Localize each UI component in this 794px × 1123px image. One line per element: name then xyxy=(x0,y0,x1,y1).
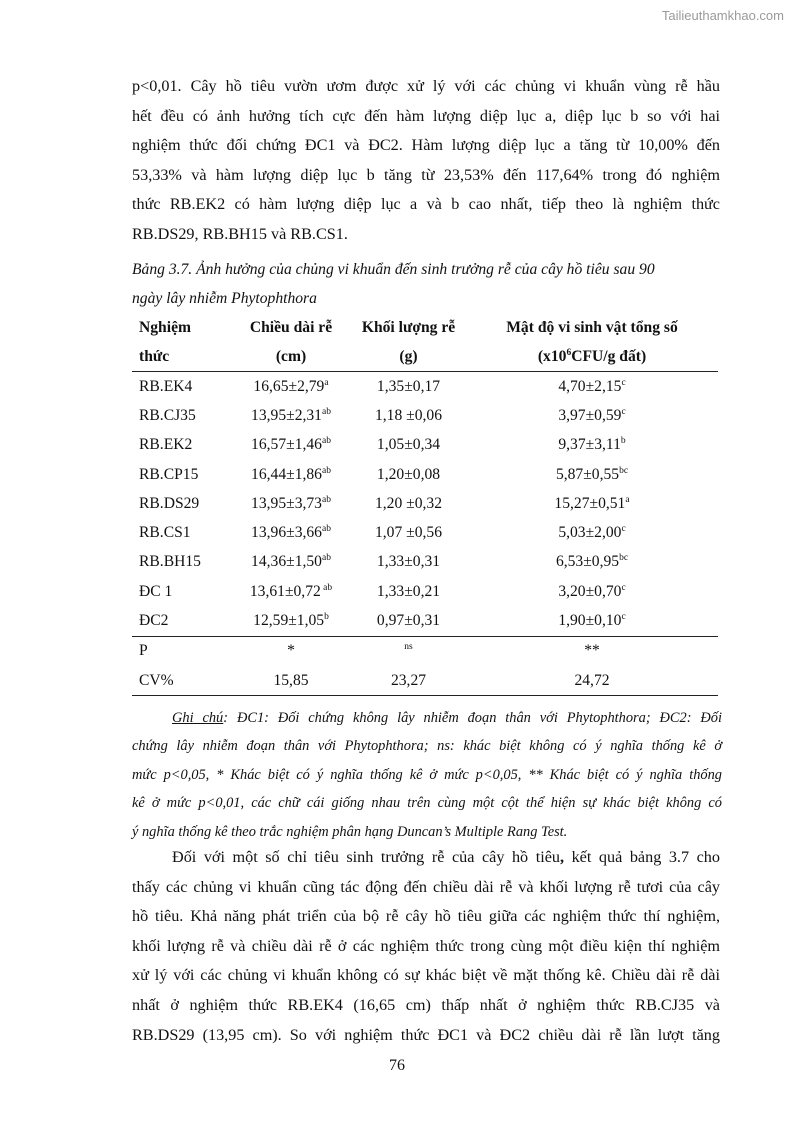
table-row xyxy=(132,548,718,577)
text-line: RB.DS29, RB.BH15 và RB.CS1. xyxy=(132,224,348,243)
header-treatment-unit: thức xyxy=(132,342,231,372)
table-row xyxy=(132,460,718,489)
cv-label: CV% xyxy=(132,666,231,696)
cell-root-length: 16,44±1,86$^{ab}$ xyxy=(251,465,331,483)
table-row xyxy=(132,606,718,636)
cell-microbe-density: 15,27±0,51$^a$ xyxy=(554,494,630,512)
cell-root-mass: 1,35±0,17 xyxy=(376,377,441,395)
header-microbe-density: Mật độ vi sinh vật tổng số xyxy=(506,318,678,336)
caption-line: Bảng 3.7. Ảnh hưởng của chủng vi khuẩn đến sinh trưởng rễ của cây hồ tiêu sau 90 xyxy=(132,261,655,278)
cell-root-length: 13,95±3,73$^{ab}$ xyxy=(251,494,331,512)
paragraph-2 xyxy=(132,843,720,1050)
cell-root-length: 13,96±3,66$^{ab}$ xyxy=(251,523,331,542)
cell-treatment: RB.DS29 xyxy=(139,494,200,512)
table-caption xyxy=(132,255,722,313)
cell-root-mass: 0,97±0,31 xyxy=(376,612,441,630)
paragraph-1 xyxy=(132,72,720,250)
cell-root-mass: 1,33±0,21 xyxy=(376,582,441,600)
header-root-mass: Khối lượng rễ xyxy=(361,318,456,336)
header-root-length: Chiều dài rễ xyxy=(249,318,333,336)
cell-root-mass: 1,20±0,08 xyxy=(376,465,441,483)
cell-root-mass: 1,07 ±0,56 xyxy=(374,524,443,542)
table-row xyxy=(132,577,718,606)
caption-line: ngày lây nhiễm Phytophthora xyxy=(132,290,317,307)
text-line: nghiệm thức đối chứng ĐC1 và ĐC2. Hàm lượng diệp lục a tăng từ 10,00% đến xyxy=(132,136,720,155)
text-line: xử lý với các chủng vi khuẩn không có sự khác biệt về mặt thống kê. Chiều dài rễ dài xyxy=(132,966,720,985)
text-line: p<0,01. Cây hồ tiêu vườn ươm được xử lý với các chủng vi khuẩn vùng rễ hầu xyxy=(132,77,720,95)
cell-root-mass: 1,20 ±0,32 xyxy=(374,494,443,512)
p-density: ** xyxy=(466,636,718,666)
header-treatment: Nghiệm xyxy=(139,318,191,336)
cell-treatment: ĐC2 xyxy=(139,612,169,630)
note-line: mức p<0,05, * Khác biệt có ý nghĩa thống kê ở mức p<0,05, ** Khác biệt có ý nghĩa thống xyxy=(132,766,722,783)
note-line: ý nghĩa thống kê theo trắc nghiệm phân hạng Duncan’s Multiple Rang Test. xyxy=(132,823,568,840)
cv-mass: 23,27 xyxy=(351,666,466,696)
table-header-row xyxy=(132,313,718,342)
cell-treatment: RB.BH15 xyxy=(139,553,201,571)
cell-microbe-density: 9,37±3,11$^b$ xyxy=(558,436,626,454)
text-line: hết đều có ảnh hưởng tích cực đến hàm lượng diệp lục a, diệp lục b so với hai xyxy=(132,106,720,125)
text-line: thấy các chủng vi khuẩn cũng tác động đến chiều dài rễ và khối lượng rễ tươi của cây xyxy=(132,877,720,896)
cell-root-mass: 1,05±0,34 xyxy=(376,436,441,454)
table-note xyxy=(132,704,722,846)
cell-treatment: RB.EK2 xyxy=(139,436,193,454)
table-row xyxy=(132,489,718,518)
text-line: RB.DS29 (13,95 cm). So với nghiệm thức ĐC1 và ĐC2 chiều dài rễ lần lượt tăng xyxy=(132,1025,720,1044)
header-microbe-density-unit: ($x10^6CFU/g$ đất) xyxy=(466,342,718,372)
note-label: Ghi chú xyxy=(172,710,224,726)
cell-treatment: RB.CS1 xyxy=(139,524,191,542)
text-line: khối lượng rễ và chiều dài rễ ở các nghiệm thức trong cùng một điều kiện thí nghiệm xyxy=(132,936,720,955)
cell-microbe-density: 5,03±2,00$^c$ xyxy=(558,523,626,542)
page-number: 76 xyxy=(389,1057,405,1074)
cell-root-length: 12,59±1,05$^b$ xyxy=(253,611,329,630)
note-line: chứng lây nhiễm đoạn thân với Phytophthora; ns: khác biệt không có ý nghĩa thống kê ở xyxy=(132,738,722,755)
data-table xyxy=(132,313,718,696)
table-row xyxy=(132,372,718,402)
p-label: P xyxy=(132,636,231,666)
cell-root-length: 16,57±1,46$^{ab}$ xyxy=(251,436,331,454)
cv-density: 24,72 xyxy=(466,666,718,696)
table-row xyxy=(132,431,718,460)
cv-length: 15,85 xyxy=(231,666,351,696)
cell-root-length: 13,95±2,31$^{ab}$ xyxy=(251,406,331,424)
cell-root-length: 13,61±0,72 $^{ab}$ xyxy=(249,582,333,600)
watermark-text: Tailieuthamkhao.com xyxy=(661,8,784,23)
header-root-length-unit: (cm) xyxy=(231,342,351,372)
p-length: * xyxy=(231,636,351,666)
table-row xyxy=(132,518,718,547)
cell-root-length: 16,65±2,79$^a$ xyxy=(253,377,329,395)
cell-treatment: ĐC 1 xyxy=(139,582,173,600)
table-row-p xyxy=(132,636,718,666)
cell-microbe-density: 3,20±0,70$^c$ xyxy=(558,582,626,600)
cell-treatment: RB.EK4 xyxy=(139,377,193,395)
table-row xyxy=(132,401,718,430)
cell-root-mass: 1,33±0,31 xyxy=(376,553,441,571)
note-line: kê ở mức p<0,01, các chữ cái giống nhau trên cùng một cột thể hiện sự khác biệt không có xyxy=(132,795,722,812)
table-header-row xyxy=(132,342,718,372)
text-line: nhất ở nghiệm thức RB.EK4 (16,65 cm) thấp nhất ở nghiệm thức RB.CJ35 và xyxy=(132,995,720,1014)
cell-microbe-density: 1,90±0,10$^c$ xyxy=(558,611,626,630)
text-line: thức RB.EK2 có hàm lượng diệp lục a và b cao nhất, tiếp theo là nghiệm thức xyxy=(132,195,720,214)
note-line: Ghi chú: ĐC1: Đối chứng không lây nhiễm đoạn thân với Phytophthora; ĐC2: Đối xyxy=(172,710,722,726)
cell-treatment: RB.CP15 xyxy=(139,465,199,483)
cell-microbe-density: 5,87±0,55$^{bc}$ xyxy=(555,465,629,483)
cell-microbe-density: 3,97±0,59$^c$ xyxy=(558,406,626,424)
cell-root-length: 14,36±1,50$^{ab}$ xyxy=(251,553,331,571)
table-row-cv xyxy=(132,666,718,696)
text-line: 53,33% và hàm lượng diệp lục b tăng từ 23,53% đến 117,64% trong đó nghiệm xyxy=(132,165,720,184)
header-root-mass-unit: (g) xyxy=(351,342,466,372)
text-line: hồ tiêu. Khả năng phát triển của bộ rễ cây hồ tiêu giữa các nghiệm thức thí nghiệm, xyxy=(132,907,720,926)
text-line: Đối với một số chỉ tiêu sinh trưởng rễ của cây hồ tiêu, kết quả bảng 3.7 cho xyxy=(172,848,720,866)
p-mass: ns xyxy=(351,636,466,666)
cell-microbe-density: 4,70±2,15$^c$ xyxy=(558,377,626,395)
cell-treatment: RB.CJ35 xyxy=(139,406,196,424)
cell-root-mass: 1,18 ±0,06 xyxy=(374,406,443,424)
cell-microbe-density: 6,53±0,95$^{bc}$ xyxy=(555,553,629,571)
